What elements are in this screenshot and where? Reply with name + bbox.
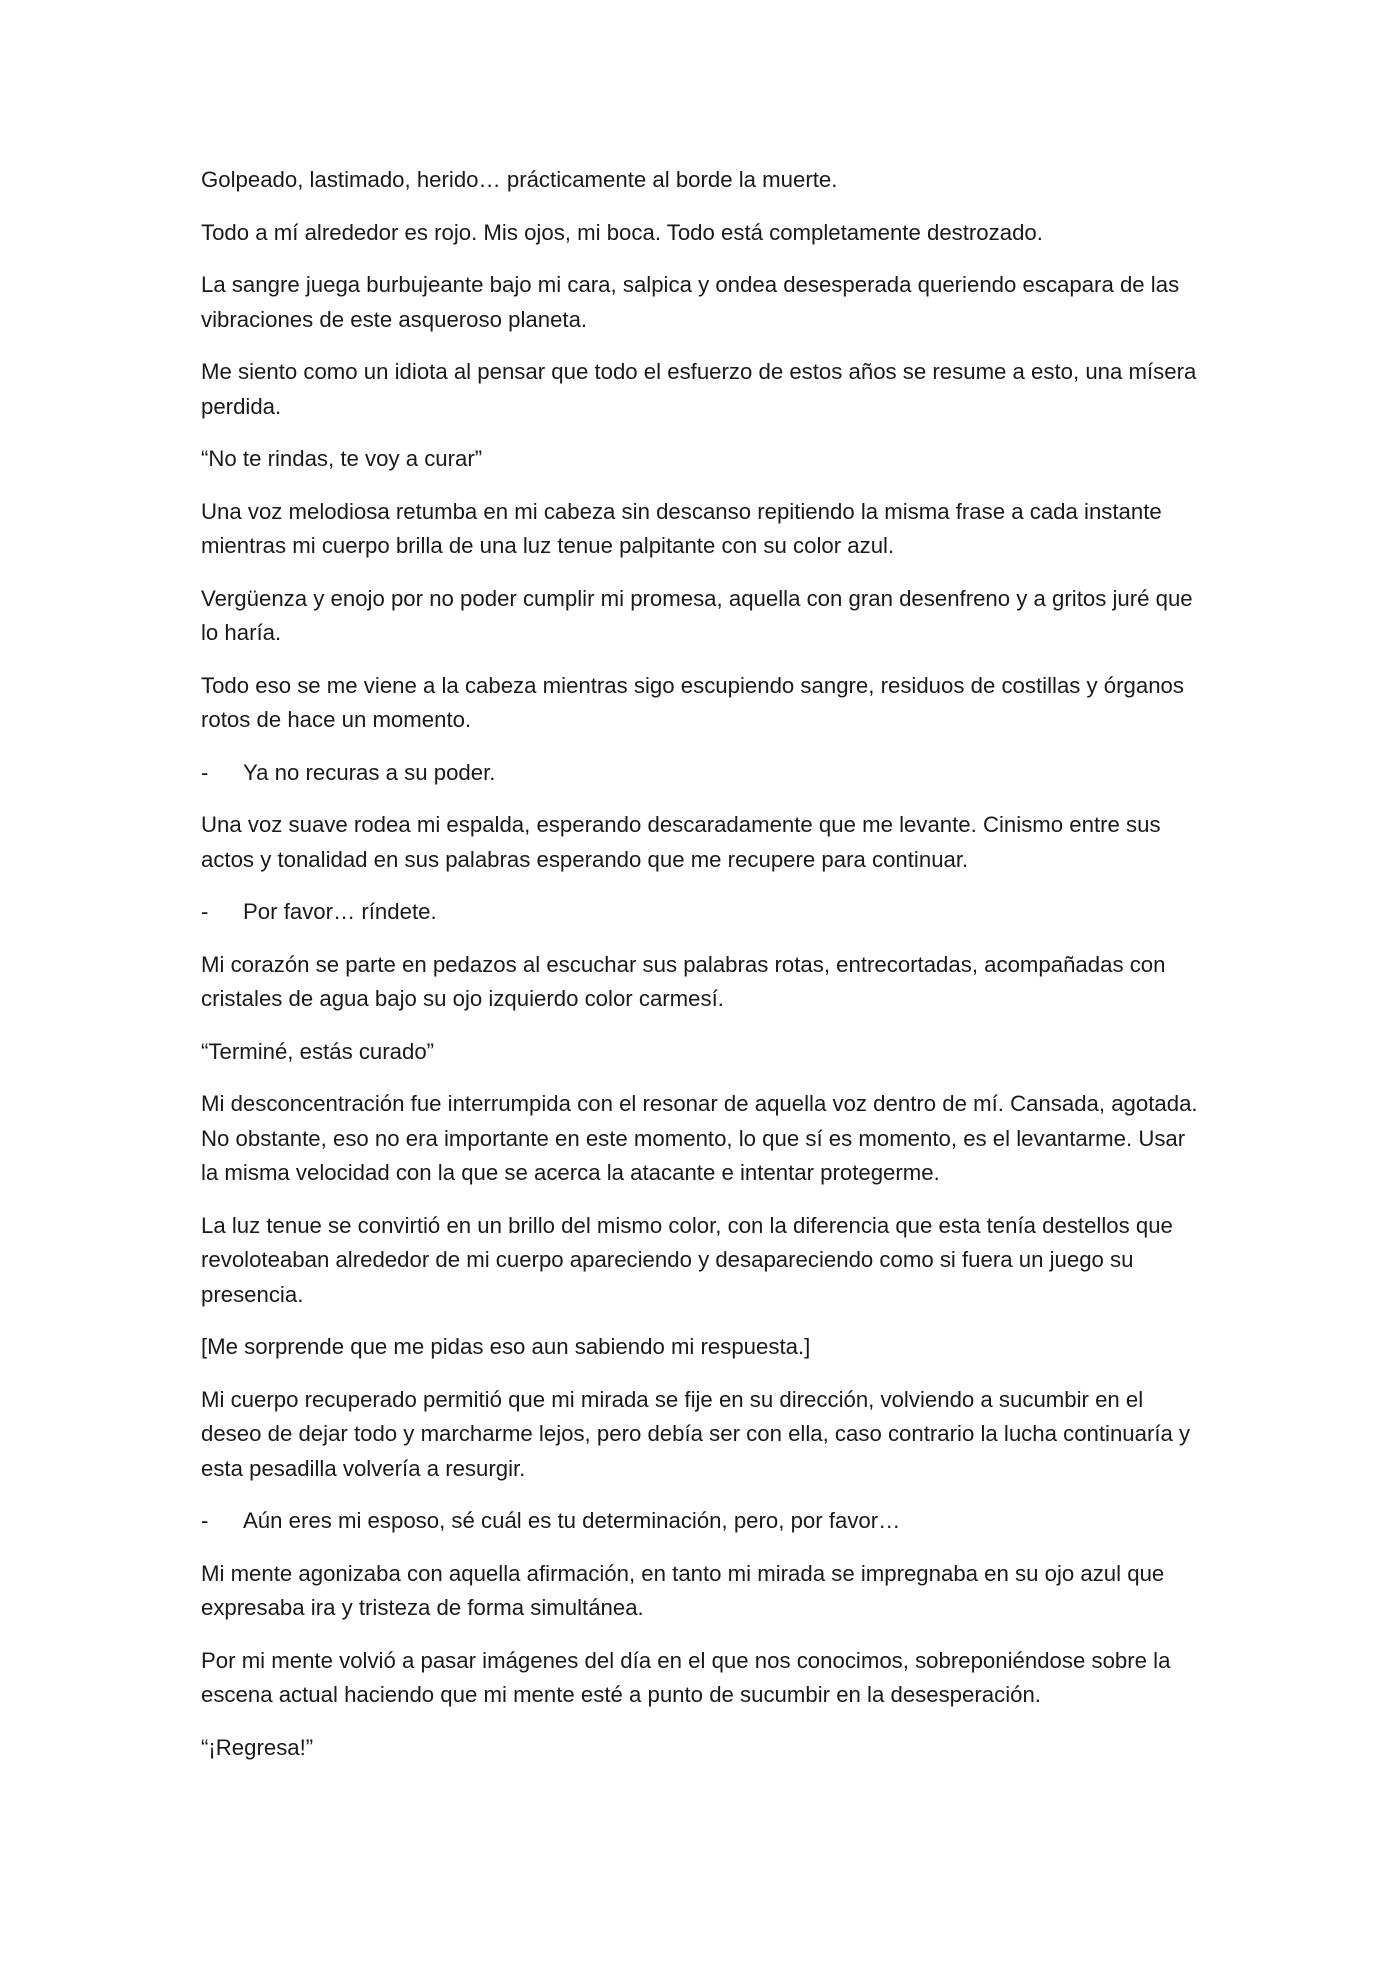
document-body bbox=[201, 163, 1201, 1783]
dialogue-text: Por favor… ríndete. bbox=[243, 899, 437, 924]
dialogue-line bbox=[201, 1504, 1201, 1539]
dialogue-text: Ya no recuras a su poder. bbox=[243, 759, 496, 785]
paragraph: Vergüenza y enojo por no poder cumplir mi promesa, aquella con gran desenfreno y a gritos juré que lo haría. bbox=[201, 585, 1193, 645]
paragraph: Mi desconcentración fue interrumpida con el resonar de aquella voz dentro de mí. Cansada, agotada. No obstante, eso no era importante en este momento, lo que sí es momento, es el levantarme. Usar la misma velocidad con la que se acerca la atacante e intentar protegerme. bbox=[201, 1091, 1198, 1185]
paragraph: Mi corazón se parte en pedazos al escuchar sus palabras rotas, entrecortadas, acompañadas con cristales de agua bajo su ojo izquierdo color carmesí. bbox=[201, 951, 1166, 1011]
dialogue-text: Aún eres mi esposo, sé cuál es tu determinación, pero, por favor… bbox=[243, 1508, 901, 1533]
paragraph: Todo eso se me viene a la cabeza mientras sigo escupiendo sangre, residuos de costillas y órganos rotos de hace un momento. bbox=[201, 672, 1184, 732]
dialogue-line bbox=[201, 895, 1201, 930]
dialogue-dash: - bbox=[201, 899, 209, 924]
paragraph: Todo a mí alrededor es rojo. Mis ojos, mi boca. Todo está completamente destrozado. bbox=[201, 219, 1043, 245]
dialogue-dash: - bbox=[201, 759, 209, 785]
paragraph: Me siento como un idiota al pensar que todo el esfuerzo de estos años se resume a esto, una mísera perdida. bbox=[201, 359, 1197, 419]
quoted-thought: “Terminé, estás curado” bbox=[201, 1038, 435, 1064]
paragraph: Mi mente agonizaba con aquella afirmación, en tanto mi mirada se impregnaba en su ojo azul que expresaba ira y tristeza de forma simultánea. bbox=[201, 1560, 1165, 1620]
paragraph: Una voz melodiosa retumba en mi cabeza sin descanso repitiendo la misma frase a cada instante mientras mi cuerpo brilla de una luz tenue palpitante con su color azul. bbox=[201, 498, 1162, 558]
dialogue-dash: - bbox=[201, 1508, 209, 1533]
paragraph: Una voz suave rodea mi espalda, esperando descaradamente que me levante. Cinismo entre sus actos y tonalidad en sus palabras esperando que me recupere para continuar. bbox=[201, 812, 1161, 872]
paragraph: Golpeado, lastimado, herido… prácticamente al borde la muerte. bbox=[201, 167, 838, 192]
quoted-thought: “¡Regresa!” bbox=[201, 1734, 314, 1760]
dialogue-line bbox=[201, 756, 1201, 791]
paragraph: La sangre juega burbujeante bajo mi cara, salpica y ondea desesperada queriendo escapara de las vibraciones de este asqueroso planeta. bbox=[201, 272, 1180, 332]
bracketed-thought: [Me sorprende que me pidas eso aun sabiendo mi respuesta.] bbox=[201, 1334, 811, 1359]
paragraph: Por mi mente volvió a pasar imágenes del día en el que nos conocimos, sobreponiéndose sobre la escena actual haciendo que mi mente esté a punto de sucumbir en la desesperación. bbox=[201, 1647, 1171, 1707]
quoted-thought: “No te rindas, te voy a curar” bbox=[201, 446, 483, 471]
paragraph: Mi cuerpo recuperado permitió que mi mirada se fije en su dirección, volviendo a sucumbir en el deseo de dejar todo y marcharme lejos, pero debía ser con ella, caso contrario la lucha continuaría y esta pesadilla volvería a resurgir. bbox=[201, 1386, 1191, 1481]
paragraph: La luz tenue se convirtió en un brillo del mismo color, con la diferencia que esta tenía destellos que revoloteaban alrededor de mi cuerpo apareciendo y desapareciendo como si fuera un juego su presencia. bbox=[201, 1212, 1173, 1307]
